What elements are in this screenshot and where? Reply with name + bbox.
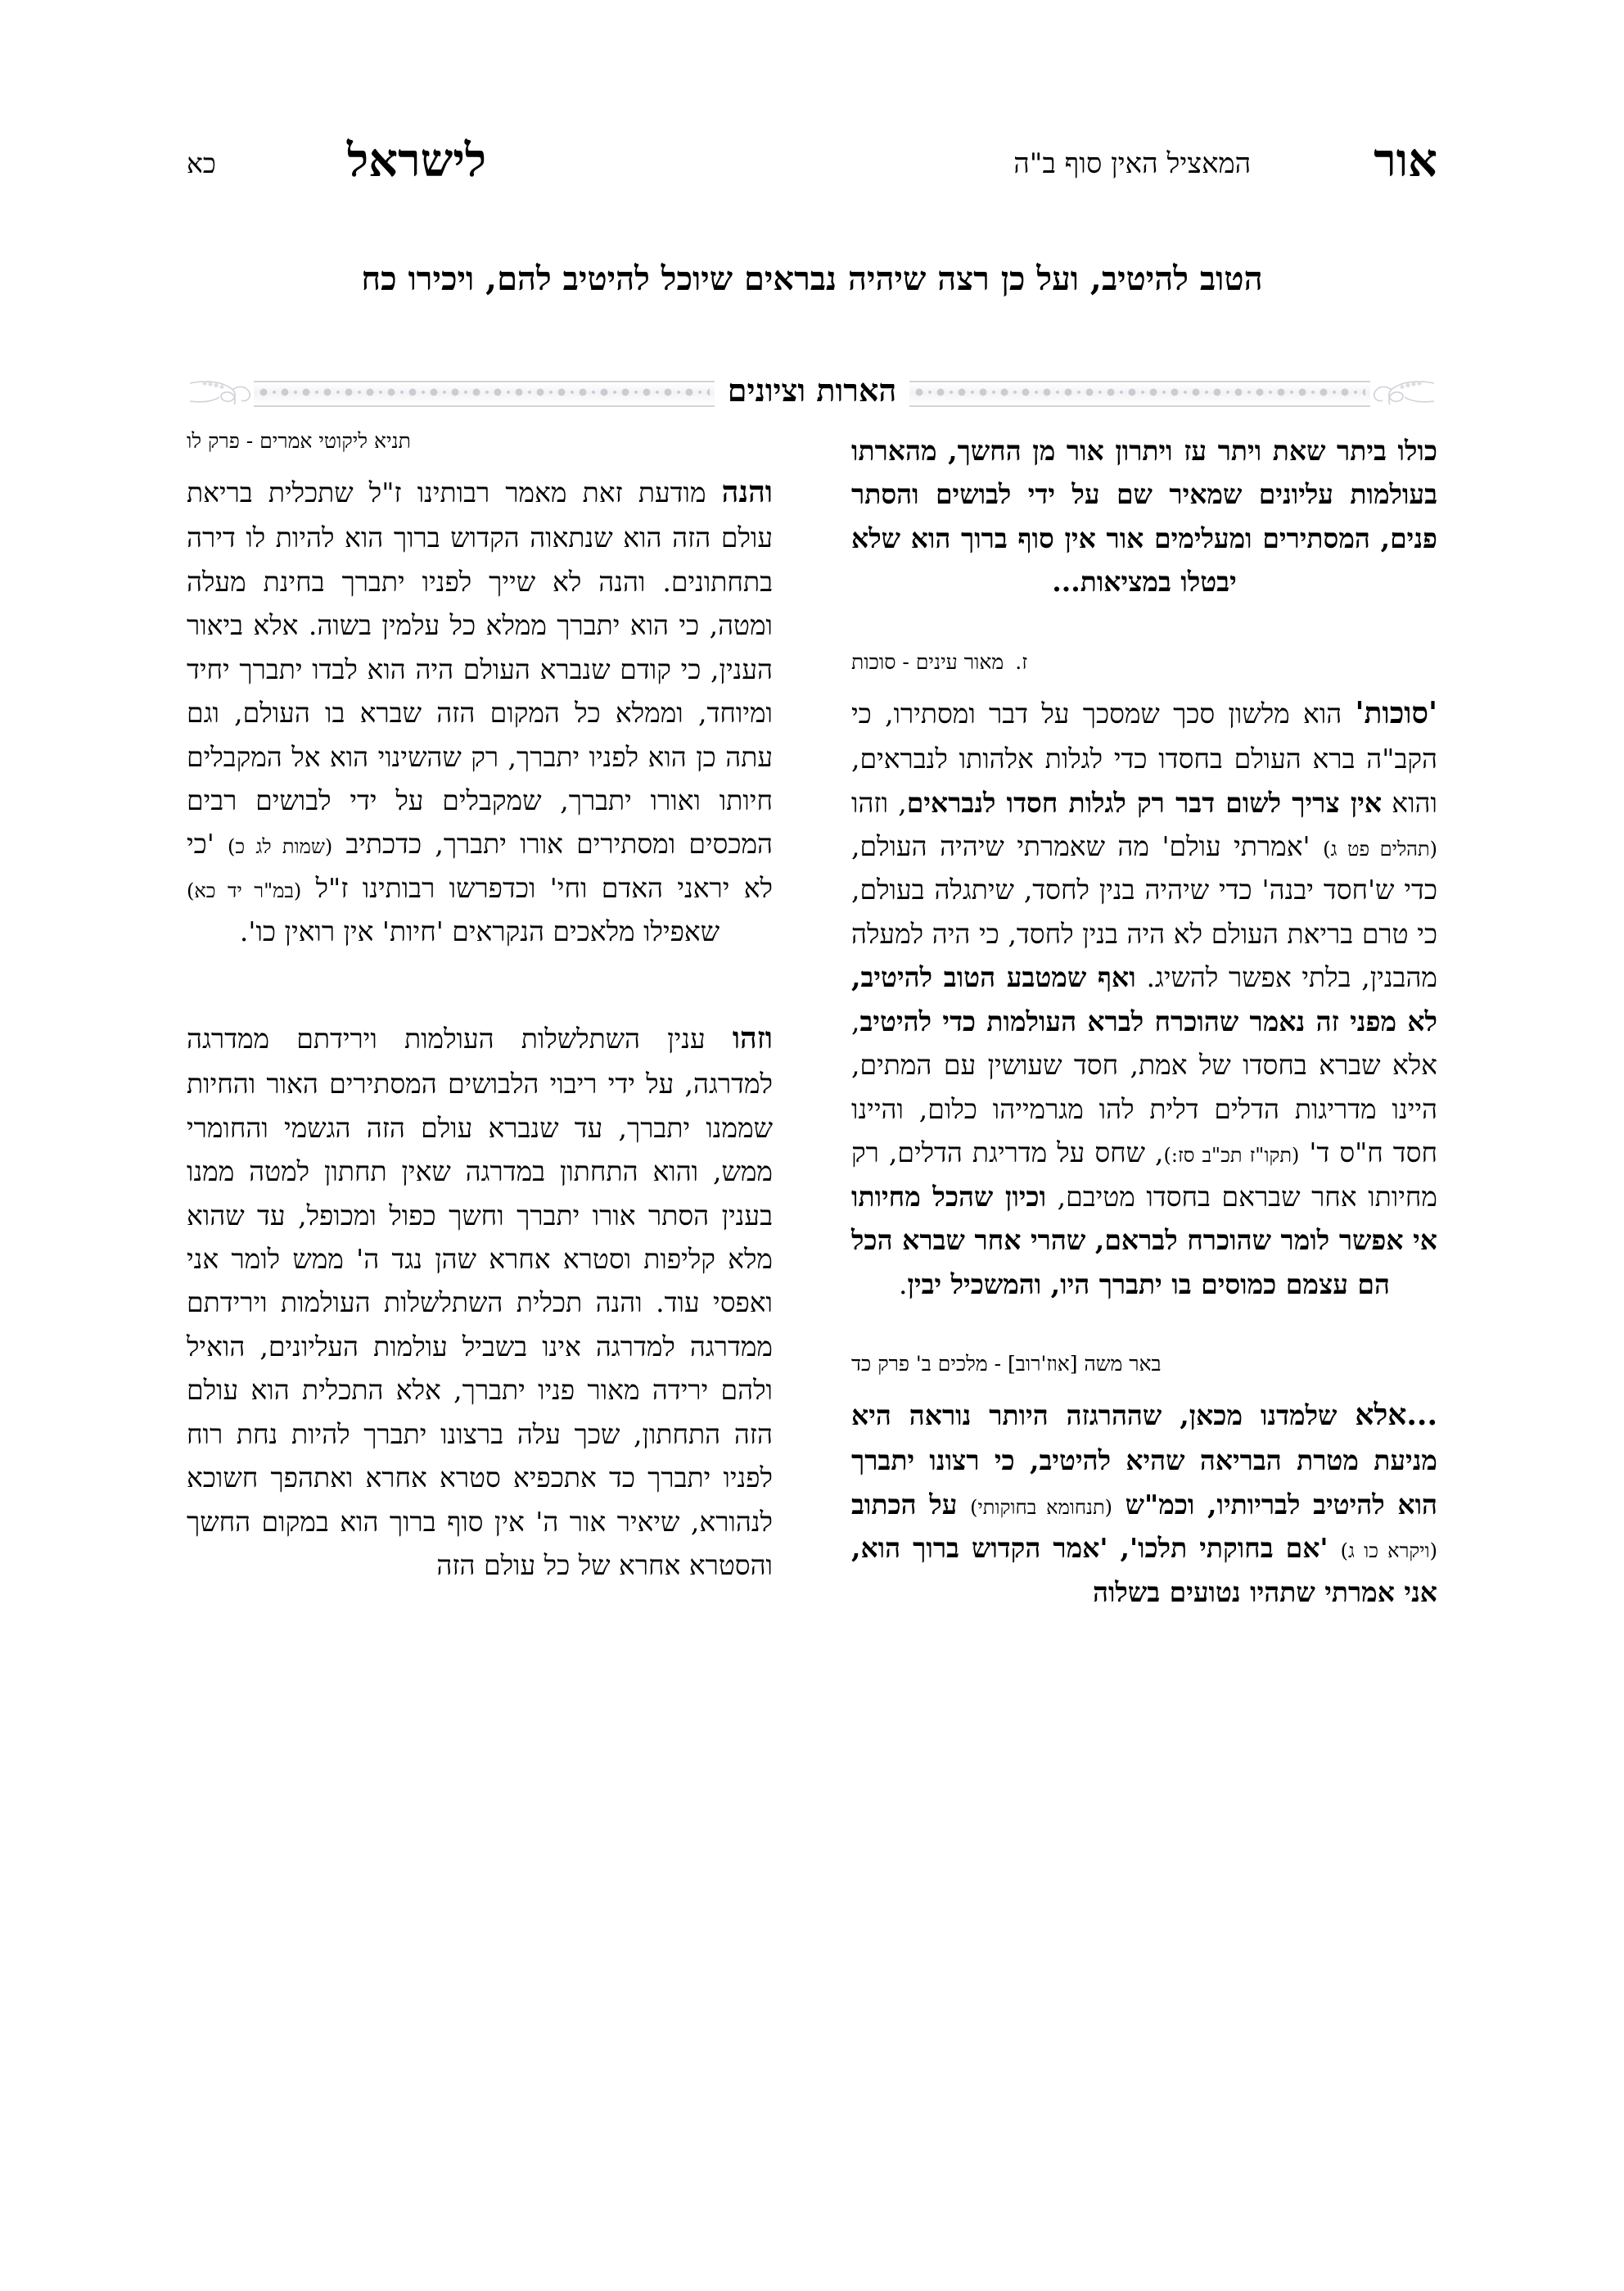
paragraph-bold-3: וכיון שהכל מחיותו אי אפשר לומר שהוכרח לבראם, שהרי אחר שברא הכל הם עצמם כמוסים בו יתברך היו, והמשכיל יבין bbox=[851, 1180, 1437, 1300]
ornament-flourish-left-icon bbox=[187, 373, 254, 411]
scripture-citation-vayikra: (ויקרא כו ג) bbox=[1340, 1539, 1437, 1563]
paragraph-continuation bbox=[851, 429, 1437, 604]
ornament-flourish-right-icon bbox=[1370, 373, 1437, 411]
paragraph-bold-2: ואף שמטבע הטוב להיטיב, לא מפני זה נאמר שהוכרח לברא העולמות כדי להיטיב bbox=[851, 961, 1437, 1037]
catchline-text: הטוב להיטיב, ועל כן רצה שיהיה נבראים שיוכל להיטיב להם, ויכירו כח bbox=[361, 260, 1263, 298]
running-head-subtitle: המאציל האין סוף ב"ה bbox=[1013, 147, 1252, 180]
paragraph-continuation-text: כולו ביתר שאת ויתר עז ויתרון אור מן החשך, מהארתו בעולמות עליונים שמאיר שם על ידי לבושים והסתר פנים, המסתירים ומעלימים אור אין סוף ברוך הוא שלא יבטלו במציאות... bbox=[851, 435, 1437, 599]
paragraph-body-a: שלמדנו מכאן, שההרגזה היותר נוראה היא מניעת מטרת הבריאה שהיא להיטיב, כי רצונו יתברך הוא להיטיב לבריותיו, וכמ"ש bbox=[851, 1399, 1437, 1521]
paragraph-body-2: , וזהו bbox=[851, 786, 907, 819]
section-divider bbox=[187, 367, 1437, 418]
column-left bbox=[851, 429, 1437, 2242]
paragraph-lead-word: 'סוכות' bbox=[1355, 695, 1437, 730]
paragraph-lead-word-2: ...אלא bbox=[1355, 1398, 1437, 1433]
paragraph-body-3: 'אמרתי עולם' מה שאמרתי שיהיה העולם, כדי ש'חסד יבנה' כדי שיהיה בנין לחסד, שיתגלה בעולם, כי טרם בריאת העולם לא היה בנין לחסד, כי היה למעלה מהבנין, בלתי אפשר להשיג. bbox=[851, 830, 1437, 994]
running-head-title-right: אור bbox=[1374, 133, 1437, 188]
running-head-title-left: לישראל bbox=[346, 133, 487, 188]
scripture-citation-tehilim: (תהלים פט ג) bbox=[1323, 838, 1437, 861]
running-head-right-group bbox=[1013, 133, 1437, 188]
section-title: הארות וציונים bbox=[727, 372, 897, 409]
paragraph-body-3: שאפילו מלאכים הנקראים 'חיות' אין רואין כו'. bbox=[239, 915, 720, 948]
source-citation-maor-einayim bbox=[851, 650, 1437, 675]
page-folio-number: כא bbox=[187, 147, 216, 179]
paragraph-lead-word-2: וזהו bbox=[732, 1020, 773, 1055]
paragraph-tanya-1 bbox=[187, 468, 773, 954]
running-head bbox=[187, 133, 1437, 211]
paragraph-lead-word: והנה bbox=[721, 475, 773, 509]
scripture-citation-shemot: (שמות לג כ) bbox=[228, 835, 333, 859]
paragraph-bold-1: אין צריך לשום דבר רק לגלות חסדו לנבראים bbox=[906, 786, 1383, 819]
body-columns bbox=[187, 429, 1437, 2242]
column-right bbox=[187, 429, 773, 2242]
source-label: תניא ליקוטי אמרים - פרק לו bbox=[187, 429, 411, 453]
paragraph-body-4: , אלא שברא בחסדו של אמת, חסד שעושין עם המתים, היינו מדריגות הדלים דלית להו מגרמייהו כלום, והיינו חסד ח"ס ד' bbox=[851, 1005, 1437, 1169]
paragraph-body-5: , שחס על מדריגת הדלים, רק מחיותו אחר שבראם בחסדו מטיבם, bbox=[851, 1136, 1437, 1213]
paragraph-body-b: על הכתוב bbox=[851, 1488, 971, 1521]
paragraph-body: ענין השתלשלות העולמות וירידתם ממדרגה למדרגה, על ידי ריבוי הלבושים המסתירים האור והחיות שממנו יתברך, עד שנברא עולם הזה הגשמי והחומרי ממש, והוא התחתון במדרגה שאין תחתון למטה ממנו בענין הסתר אורו יתברך וחשך כפול ומכופל, עד שהוא מלא קליפות וסטרא אחרא שהן נגד ה' ממש לומר אני ואפסי עוד. והנה תכלית השתלשלות העולמות וירידתם ממדרגה למדרגה אינו בשביל עולמות העליונים, הואיל ולהם ירידה מאור פניו יתברך, אלא התכלית הוא עולם הזה התחתון, שכך עלה ברצונו יתברך להיות נחת רוח לפניו יתברך כד אתכפיא סטרא אחרא ואתהפך חשוכא לנהורא, שיאיר אור ה' אין סוף ברוך הוא במקום החשך והסטרא אחרא של כל עולם הזה bbox=[187, 1022, 773, 1582]
scripture-citation-tikunei-zohar: (תקו"ז תכ"ב סז:) bbox=[1163, 1144, 1300, 1168]
running-head-left-group bbox=[187, 133, 487, 188]
source-citation-beer-moshe bbox=[851, 1352, 1437, 1376]
source-label: באר משה [אוז'רוב] - מלכים ב' פרק כד bbox=[851, 1352, 1162, 1376]
midrash-citation-bamidbar-rabbah: (במ"ר יד כא) bbox=[187, 879, 302, 902]
ornament-rule-left bbox=[254, 373, 715, 411]
paragraph-tanya-2 bbox=[187, 1014, 773, 1588]
paragraph-beer-moshe bbox=[851, 1391, 1437, 1614]
source-citation-tanya bbox=[187, 429, 773, 454]
paragraph-body-1: מודעת זאת מאמר רבותינו ז"ל שתכלית בריאת עולם הזה הוא שנתאוה הקדוש ברוך הוא להיות לו דירה בתחתונים. והנה לא שייך לפניו יתברך בחינת מעלה ומטה, כי הוא יתברך ממלא כל עלמין בשוה. אלא ביאור הענין, כי קודם שנברא העולם היה הוא לבדו יתברך יחיד ומיוחד, וממלא כל המקום הזה שברא בו העולם, וגם עתה כן הוא לפניו יתברך, רק שהשינוי הוא אל המקבלים חיותו ואורו יתברך, שמקבלים על ידי לבושים רבים המכסים ומסתירים אורו יתברך, כדכתיב bbox=[187, 477, 774, 861]
midrash-citation-tanchuma: (תנחומא בחוקותי) bbox=[970, 1495, 1112, 1519]
paragraph-body-6: . bbox=[899, 1268, 908, 1300]
source-item-label: מאור עינים - סוכות bbox=[851, 649, 1004, 674]
paragraph-maor-einayim bbox=[851, 689, 1437, 1306]
source-item-number: ז. bbox=[1015, 649, 1028, 674]
ornament-rule-right bbox=[909, 373, 1370, 411]
paragraph-body-c: 'אם בחוקתי תלכו', 'אמר הקדוש ברוך הוא, אני אמרתי שתהיו נטועים בשלוה bbox=[851, 1532, 1437, 1608]
paragraph-body-1: הוא מלשון סכך שמסכך על דבר ומסתירו, כי הקב"ה ברא העולם בחסדו כדי לגלות אלהותו לנבראים, והוא bbox=[851, 697, 1437, 819]
paragraph-body-2: 'כי לא יראני האדם וחי' וכדפרשו רבותינו ז"ל bbox=[187, 828, 773, 904]
